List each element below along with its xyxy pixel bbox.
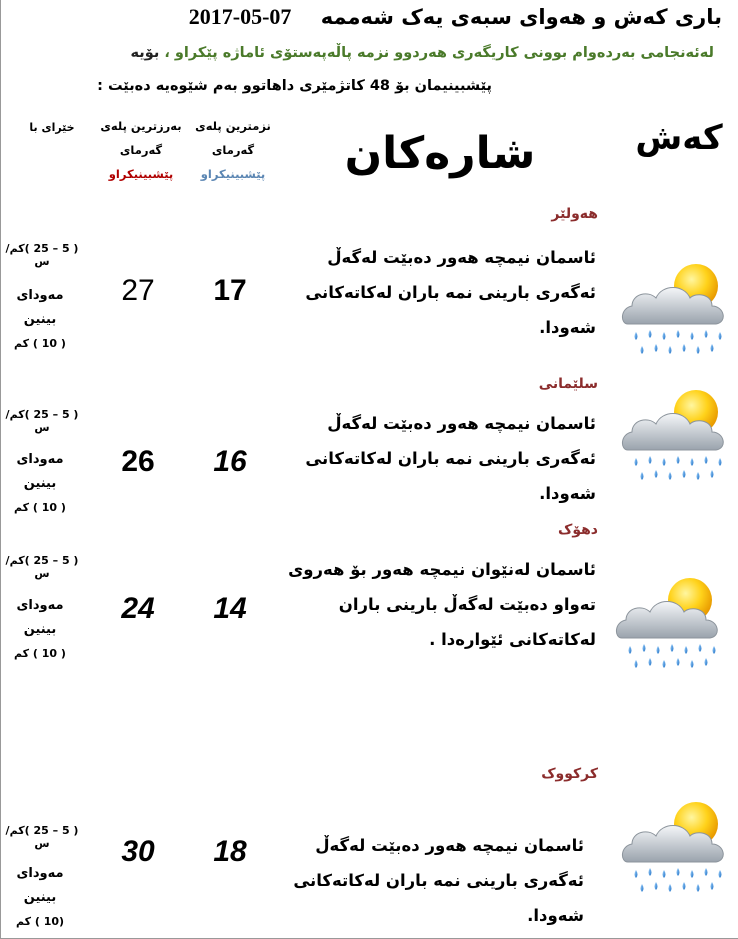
visibility xyxy=(8,284,72,356)
min-temp: 18 xyxy=(213,835,247,868)
city-name: هەولێر xyxy=(551,206,598,222)
wind-speed: ( 5 – 25 )کم/س xyxy=(5,408,79,434)
visibility-label: مەودای xyxy=(16,452,64,467)
city-name: دهۆک xyxy=(557,522,598,538)
min-header-forecast: پێشبینیکراو xyxy=(200,167,266,181)
min-temp: 17 xyxy=(213,274,247,307)
intro-end-text: بۆیە xyxy=(130,45,160,61)
description-line: شەودا. xyxy=(527,906,584,925)
max-header-line-2: گەرمای xyxy=(119,143,163,157)
wind-header: خێرای با xyxy=(29,121,75,134)
description-line: ئەگەری بارینی نمە باران لەکاتەکانی xyxy=(305,449,596,468)
min-temp: 16 xyxy=(213,445,247,478)
visibility-value: ( 10 ) کم xyxy=(14,501,66,514)
visibility-label: مەودای xyxy=(16,598,64,613)
description-line: لەکاتەکانی ئێوارەدا . xyxy=(429,630,596,649)
partly-cloudy-rain-icon xyxy=(620,262,738,366)
forecast-date: 2017-05-07 xyxy=(188,4,292,29)
wind-speed: ( 5 – 25 )کم/س xyxy=(5,824,79,850)
visibility xyxy=(8,862,72,934)
partly-cloudy-rain-icon xyxy=(620,388,738,492)
max-temp: 24 xyxy=(121,592,155,625)
city-name: سلێمانی xyxy=(538,376,598,392)
forecast-description xyxy=(288,552,596,657)
page-title xyxy=(189,4,722,30)
min-temp: 14 xyxy=(213,592,247,625)
description-line: تەواو دەبێت لەگەڵ بارینی باران xyxy=(338,595,596,614)
title-text: باری کەش و هەوای سبەی یەک شەممە xyxy=(320,5,722,29)
forecast-description xyxy=(293,828,584,933)
visibility-value: ( 10 ) کم xyxy=(14,647,66,660)
description-line: ئاسمان لەنێوان نیمچە هەور بۆ هەروی xyxy=(288,560,596,579)
cities-column-header: شارەکان xyxy=(344,128,536,179)
description-line: شەودا. xyxy=(539,484,596,503)
visibility-label: بینین xyxy=(23,312,57,327)
visibility-label: بینین xyxy=(23,622,57,637)
description-line: ئەگەری بارینی نمە باران لەکاتەکانی xyxy=(293,871,584,890)
intro-green-text: لەئەنجامی بەردەوام بوونی کاریگەری هەردوو نزمە پاڵەپەستۆی ئاماژە پێکراو ، xyxy=(164,45,714,61)
visibility-label: بینین xyxy=(23,890,57,905)
max-temp-header xyxy=(92,114,190,186)
visibility-label: مەودای xyxy=(16,288,64,303)
visibility xyxy=(8,448,72,520)
wind-speed: ( 5 – 25 )کم/س xyxy=(5,554,79,580)
description-line: ئەگەری بارینی نمە باران لەکاتەکانی xyxy=(305,283,596,302)
description-line: ئاسمان نیمچە هەور دەبێت لەگەڵ xyxy=(327,414,596,433)
max-header-line-1: بەرزترین پلەی xyxy=(100,119,182,133)
max-temp: 26 xyxy=(121,445,155,478)
description-line: ئاسمان نیمچە هەور دەبێت لەگەڵ xyxy=(315,836,584,855)
intro-line-2: پێشبینیمان بۆ 48 کاتژمێری داهاتوو بەم شێوەیە دەبێت : xyxy=(97,78,492,94)
min-temp-header xyxy=(190,114,276,186)
visibility-value: (10 ) کم xyxy=(15,915,65,928)
visibility-label: بینین xyxy=(23,476,57,491)
min-header-line-2: گەرمای xyxy=(211,143,255,157)
visibility-value: ( 10 ) کم xyxy=(14,337,66,350)
wind-speed: ( 5 – 25 )کم/س xyxy=(5,242,79,268)
forecast-description xyxy=(305,406,596,511)
city-name: کرکووک xyxy=(541,766,598,782)
visibility-label: مەودای xyxy=(16,866,64,881)
visibility xyxy=(8,594,72,666)
min-header-line-1: نزمترین پلەی xyxy=(195,119,271,133)
max-temp: 27 xyxy=(121,274,155,307)
partly-cloudy-rain-icon xyxy=(614,576,732,680)
forecast-description xyxy=(305,240,596,345)
page-frame-left xyxy=(0,0,1,939)
description-line: شەودا. xyxy=(539,318,596,337)
max-header-forecast: پێشبینیکراو xyxy=(108,167,174,181)
max-temp: 30 xyxy=(121,835,155,868)
intro-line-1 xyxy=(131,45,714,61)
partly-cloudy-rain-icon xyxy=(620,800,738,904)
weather-column-header: کەش xyxy=(635,118,723,158)
description-line: ئاسمان نیمچە هەور دەبێت لەگەڵ xyxy=(327,248,596,267)
